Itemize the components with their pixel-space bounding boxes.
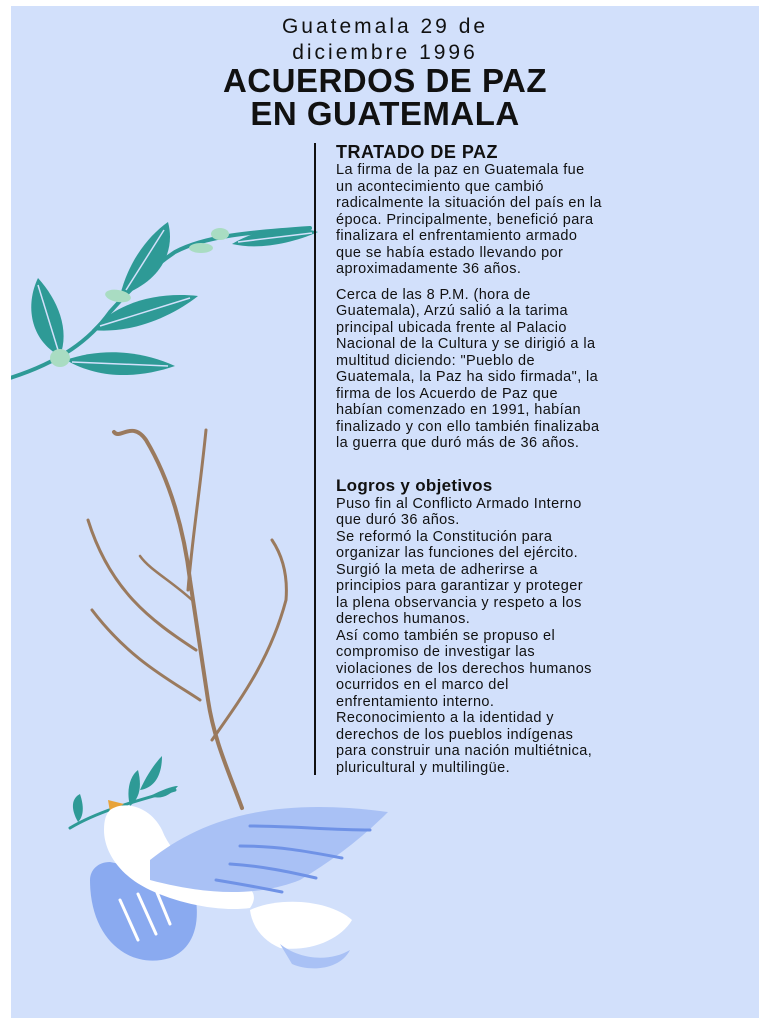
- text-line: que se había estado llevando por: [336, 244, 564, 261]
- text-line: compromiso de investigar las: [336, 644, 535, 660]
- text-line: multitud diciendo: "Pueblo de: [336, 352, 535, 369]
- title-line-1: ACUERDOS DE PAZ: [222, 62, 548, 99]
- text-line: ocurridos en el marco del: [336, 677, 509, 693]
- text-line: finalizara el enfrentamiento armado: [336, 228, 578, 244]
- tratado-paragraph-2: [336, 287, 741, 452]
- logros-list: [336, 496, 741, 777]
- text-line: pluricultural y multilingüe.: [336, 759, 510, 776]
- text-line: enfrentamiento interno.: [336, 693, 495, 710]
- tratado-paragraph-1: [336, 162, 741, 278]
- text-line: violaciones de los derechos humanos: [336, 660, 592, 677]
- text-line: principios para garantizar y proteger: [336, 578, 583, 594]
- text-line: radicalmente la situación del país en la: [336, 195, 602, 211]
- section-heading-tratado: TRATADO DE PAZ: [336, 142, 498, 162]
- text-line: principal ubicada frente al Palacio: [336, 319, 567, 336]
- text-line: finalizado y con ello también finalizaba: [336, 418, 600, 435]
- text-line: para construir una nación multiétnica,: [336, 743, 593, 759]
- text-line: Nacional de la Cultura y se dirigió a la: [336, 336, 596, 352]
- section-heading-logros: Logros y objetivos: [336, 475, 493, 495]
- text-line: firma de los Acuerdo de Paz que: [336, 385, 558, 402]
- text-line: Así como también se propuso el: [336, 627, 556, 644]
- text-line: Se reformó la Constitución para: [336, 528, 553, 545]
- date-line-2: diciembre 1996: [292, 41, 478, 64]
- text-line: Guatemala), Arzú salió a la tarima: [336, 303, 568, 319]
- text-line: derechos de los pueblos indígenas: [336, 726, 574, 743]
- text-line: Reconocimiento a la identidad y: [336, 710, 554, 726]
- text-line: Puso fin al Conflicto Armado Interno: [336, 495, 582, 512]
- text-line: la plena observancia y respeto a los: [336, 594, 582, 611]
- title-line-2: EN GUATEMALA: [250, 95, 520, 132]
- column-divider: [314, 143, 316, 775]
- text-line: habían comenzado en 1991, habían: [336, 402, 581, 418]
- date-line-1: Guatemala 29 de: [281, 15, 489, 38]
- main-content: [336, 142, 741, 776]
- text-line: aproximadamente 36 años.: [336, 261, 522, 277]
- text-line: un acontecimiento que cambió: [336, 178, 544, 195]
- text-line: organizar las funciones del ejército.: [336, 545, 579, 561]
- text-line: La firma de la paz en Guatemala fue: [336, 162, 585, 178]
- poster-page: [11, 6, 759, 1018]
- text-line: Surgió la meta de adherirse a: [336, 561, 538, 578]
- text-line: Guatemala, la Paz ha sido firmada", la: [336, 369, 599, 385]
- text-line: la guerra que duró más de 36 años.: [336, 435, 580, 451]
- text-line: derechos humanos.: [336, 611, 471, 627]
- text-line: época. Principalmente, benefició para: [336, 211, 594, 228]
- text-line: Cerca de las 8 P.M. (hora de: [336, 286, 531, 303]
- text-line: que duró 36 años.: [336, 512, 460, 528]
